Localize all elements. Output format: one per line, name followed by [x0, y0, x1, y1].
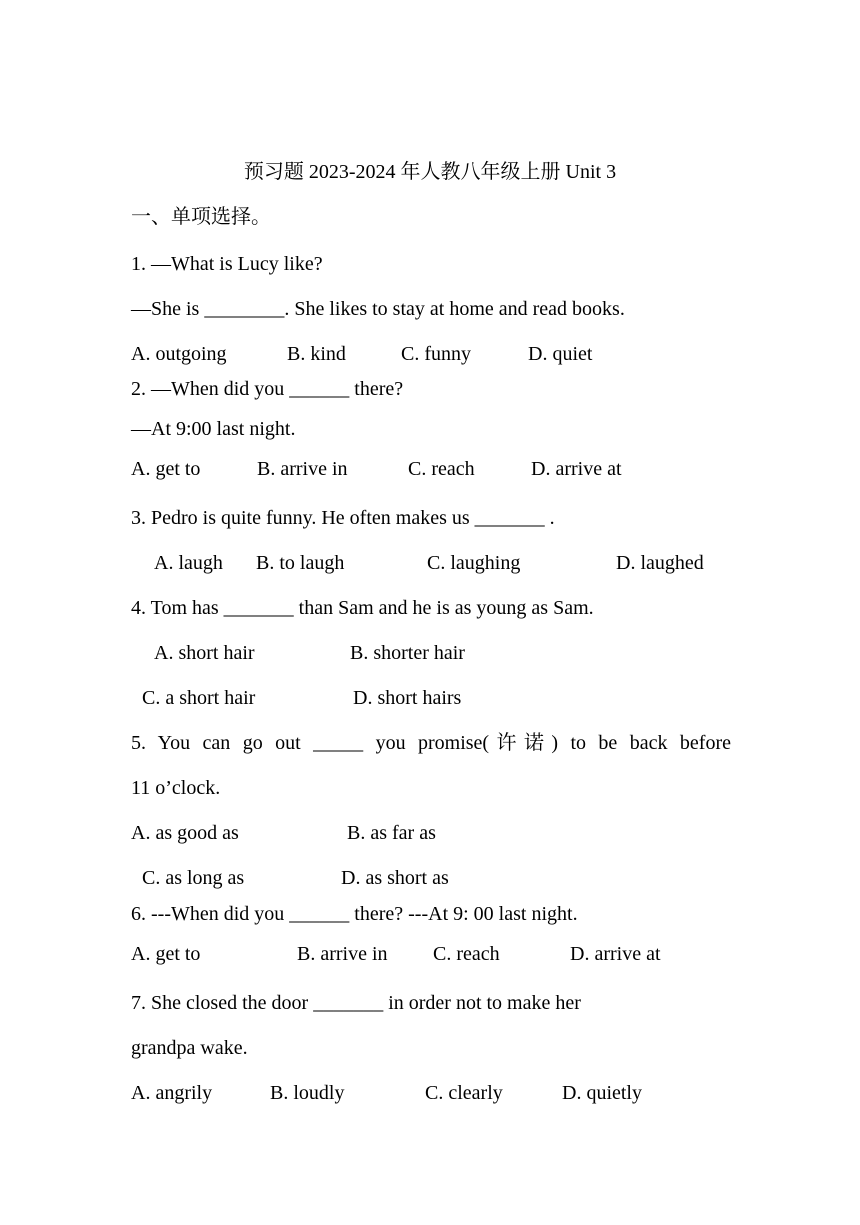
question-1-option-a: A. outgoing [131, 343, 227, 365]
question-5-option-b: B. as far as [347, 822, 436, 844]
question-6-option-a: A. get to [131, 943, 201, 965]
question-2-option-a: A. get to [131, 458, 201, 480]
question-7-line-2: grandpa wake. [131, 1037, 248, 1059]
question-6-line-1: 6. ---When did you ______ there? ---At 9: 00 last night. [131, 903, 578, 925]
question-5-option-a: A. as good as [131, 822, 239, 844]
question-7-line-1: 7. She closed the door _______ in order not to make her [131, 992, 581, 1014]
question-7-options [0, 1081, 642, 1225]
question-2-option-b: B. arrive in [257, 458, 348, 480]
question-7-option-b: B. loudly [270, 1082, 345, 1104]
question-6-option-c: C. reach [433, 943, 500, 965]
question-1-line-2: —She is ________. She likes to stay at home and read books. [131, 298, 625, 320]
question-4-line-1: 4. Tom has _______ than Sam and he is as young as Sam. [131, 597, 594, 619]
question-3-option-c: C. laughing [427, 552, 521, 574]
question-5-option-d: D. as short as [341, 867, 449, 889]
question-4-option-a: A. short hair [154, 642, 255, 664]
question-3-option-b: B. to laugh [256, 552, 345, 574]
question-1-option-b: B. kind [287, 343, 346, 365]
question-7-option-a: A. angrily [131, 1082, 213, 1104]
question-3-option-a: A. laugh [154, 552, 223, 574]
question-6-option-b: B. arrive in [297, 943, 388, 965]
question-2-option-d: D. arrive at [531, 458, 622, 480]
document-title: 预习题 2023-2024 年人教八年级上册 Unit 3 [243, 161, 617, 183]
question-7-option-d: D. quietly [562, 1082, 642, 1104]
question-2-line-2: —At 9:00 last night. [131, 418, 296, 440]
question-1-option-d: D. quiet [528, 343, 593, 365]
question-5-option-c: C. as long as [142, 867, 245, 889]
question-5-line-1: 5. You can go out _____ you promise(许诺) to be back before [131, 732, 731, 754]
question-4-option-b: B. shorter hair [350, 642, 465, 664]
question-4-option-d: D. short hairs [353, 687, 462, 709]
question-7-option-c: C. clearly [425, 1082, 503, 1104]
question-5-line-2: 11 o’clock. [131, 777, 221, 799]
question-4-option-c: C. a short hair [142, 687, 256, 709]
question-2-line-1: 2. —When did you ______ there? [131, 378, 404, 400]
section-heading: 一、单项选择。 [131, 206, 271, 228]
question-1-line-1: 1. —What is Lucy like? [131, 253, 323, 275]
question-3-line-1: 3. Pedro is quite funny. He often makes us _______ . [131, 507, 555, 529]
question-1-option-c: C. funny [401, 343, 471, 365]
question-6-option-d: D. arrive at [570, 943, 661, 965]
question-2-option-c: C. reach [408, 458, 475, 480]
question-3-option-d: D. laughed [616, 552, 704, 574]
